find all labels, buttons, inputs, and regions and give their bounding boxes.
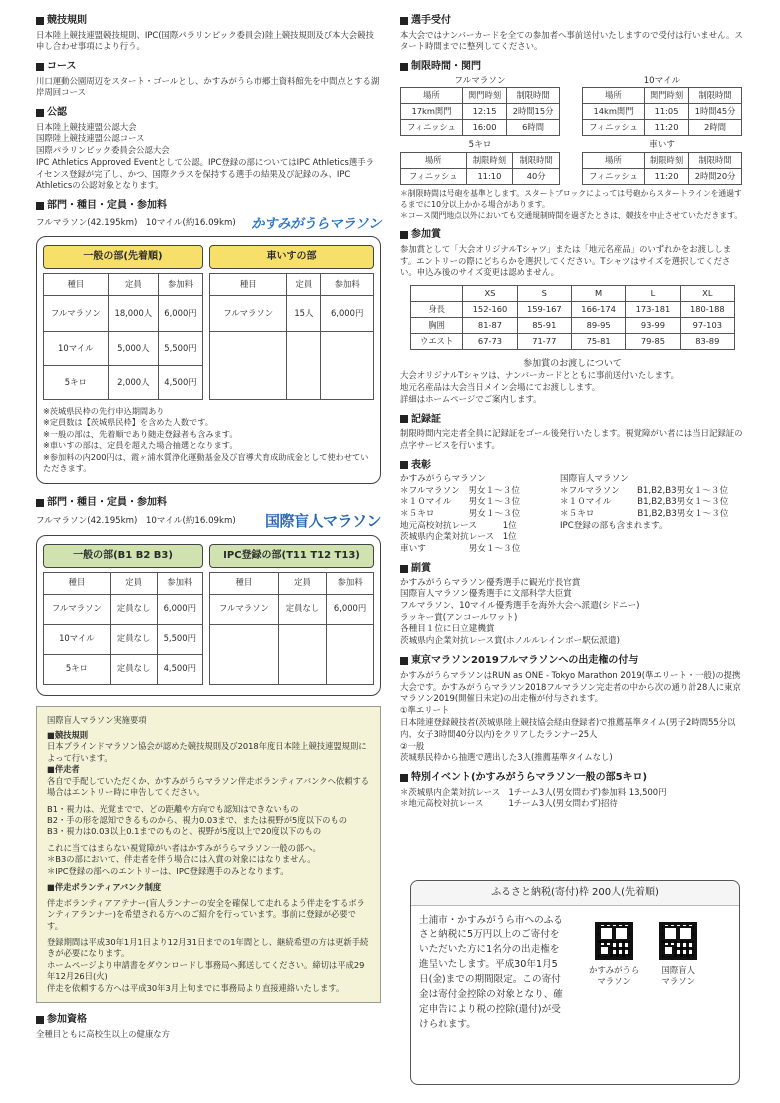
time-limit-heading: 制限時間・関門 [400, 60, 745, 74]
division2-box [36, 535, 381, 696]
furusato-title: ふるさと納税(寄付)枠 200人(先着順) [411, 881, 739, 906]
cert-line: IPC Athletics Approved Eventとして公認。IPC登録の部についてはIPC Athletics選手ライセンス登録が完了し、かつ、国際クラスを保持する選手の結果及び記録のみ、IPC Athleticsの公認対象となります。 [36, 156, 374, 191]
table-row: フルマラソン 定員なし 6,000円 [44, 594, 203, 624]
table-row: フルマラソン 15人 6,000円 [210, 295, 374, 331]
handover-line: 大会オリジナルTシャツは、ナンバーカードとともに事前送付いたします。 [400, 370, 680, 381]
wheelchair-division-table: 種目 定員 参加料 フルマラソン 15人 6,000円 [209, 273, 374, 400]
limit-note: ＊コース関門地点以外においても交通規制時間を過ぎたときは、競技を中止させていただきます。 [400, 210, 743, 220]
square-bullet-icon [36, 63, 44, 71]
square-bullet-icon [36, 202, 44, 210]
tokyo-text: かすみがうらマラソンはRUN as ONE - Tokyo Marathon 2019(準エリート・一般)の提携大会です。かすみがうらマラソン2018フルマラソン完走者の中から次の通り計28人に東京マラソン2019(開催日未定)の出走権が付与されます。 [400, 669, 741, 704]
blind-marathon-logo: 国際盲人マラソン [264, 512, 381, 531]
qr-code-icon[interactable] [595, 922, 633, 960]
qualification-heading: 参加資格 [36, 1013, 381, 1027]
reception-heading: 選手受付 [400, 14, 745, 28]
qr-label-kasumigaura: かすみがうら マラソン [589, 964, 640, 986]
special-event-line: ＊地元高校対抗レース 1チーム3人(男女問わず)招待 [400, 798, 618, 809]
full-limit-table: 場所 関門時刻 制限時間 17km関門 12:15 2時間15分 フィニッシュ 16:00 6時間 [400, 87, 560, 136]
square-bullet-icon [400, 565, 408, 573]
tokyo-item-title: ①準エリート [400, 705, 450, 716]
awards-block: かすみがうらマラソン ＊フルマラソン 男女１～３位 ＊１０マイル 男女１～３位 ＊５キロ 男女１～３位 地元高校対抗レース 1位 茨城県内企業対抗レース 1位 車いす 男女１～３位 国際盲人マラソン ＊フルマラソン B1,B2,B3男女１～３位 ＊１０マイル B1,B2,B3男女１～３位 ＊５キロ B1,B2,B3男女１～３位 IPC登録の部も含まれます。 [400, 474, 729, 554]
qr-label-blind: 国際盲人 マラソン [661, 964, 695, 986]
square-bullet-icon [36, 1016, 44, 1024]
furusato-text: 土浦市・かすみがうら市へのふるさと納税に5万円以上のご寄付をいただいた方に1名分の出走権を進呈いたします。平成30年1月5日(金)までの期間限定。この寄付金は寄付金控除の対象となり、確定申告により税の控除(還付)が受けられます。 [419, 914, 563, 1030]
table-row: ウエスト 67-73 71-77 75-81 79-85 83-89 [411, 334, 735, 350]
handover-line: 詳細はホームページでご案内します。 [400, 393, 542, 404]
ipc-division-label: IPC登録の部(T11 T12 T13) [209, 544, 374, 568]
left-column [36, 14, 381, 1040]
table-row: フィニッシュ 11:20 2時間20分 [583, 168, 742, 184]
course-heading: コース [36, 60, 381, 74]
square-bullet-icon [36, 499, 44, 507]
cert-line: 日本陸上競技連盟公認大会 [36, 121, 137, 132]
10mile-limit-title: 10マイル [643, 75, 681, 86]
participation-prize-text: 参加賞として「大会オリジナルTシャツ」または「地元名産品」のいずれかをお渡しします。エントリーの際にどちらかを選択してください。Tシャツはサイズを選択してください。申込み後のサイズ変更は認めません。 [400, 243, 732, 278]
table-row: XS S M L XL [411, 286, 735, 302]
tokyo-heading: 東京マラソン2019フルマラソンへの出走権の付与 [400, 654, 745, 668]
cert-line: 国際パラリンピック委員会公認大会 [36, 145, 170, 156]
division1-distances: フルマラソン(42.195km) 10マイル(約16.09km) [36, 217, 236, 228]
table-row: フィニッシュ 16:00 6時間 [401, 120, 560, 136]
special-event-heading: 特別イベント(かすみがうらマラソン一般の部5キロ) [400, 771, 745, 785]
table-row: フィニッシュ 11:10 40分 [401, 168, 560, 184]
table-row: 17km関門 12:15 2時間15分 [401, 104, 560, 120]
extra-prize-list: かすみがうらマラソン優秀選手に観光庁長官賞 国際盲人マラソン優秀選手に文部科学大臣賞 フルマラソン、10マイル優秀選手を海外大会へ派遣(シドニー) ラッキー賞(アンコールワット) 各種目１位に日立建機賞 茨城県内企業対抗レース賞(ホノルルレインボー駅伝派遣) [400, 577, 640, 646]
square-bullet-icon [400, 63, 408, 71]
blind-general-table: 種目 定員 参加料 フルマラソン 定員なし 6,000円 10マイル 定員なし 5,500円 5キロ 定員なし 4,500円 [43, 572, 203, 685]
handover-line: 地元名産品は大会当日メイン会場にてお渡しします。 [400, 382, 601, 393]
square-bullet-icon [36, 17, 44, 25]
participation-prize-heading: 参加賞 [400, 228, 745, 242]
table-row: 5キロ 2,000人 4,500円 [44, 365, 203, 399]
table-row: フルマラソン 定員なし 6,000円 [210, 594, 374, 624]
table-row: 身長 152-160 159-167 166-174 173-181 180-188 [411, 302, 735, 318]
cert-heading: 公認 [36, 106, 381, 120]
square-bullet-icon [400, 415, 408, 423]
course-text: 川口運動公園周辺をスタート・ゴールとし、かすみがうら市郷土資料館先を中間点とする湖岸周回コース [36, 75, 380, 98]
5k-limit-title: 5キロ [468, 140, 492, 151]
th-fee: 参加料 [158, 273, 202, 295]
10mile-limit-table: 場所 関門時刻 制限時間 14km関門 11:05 1時間45分 フィニッシュ 11:20 2時間 [582, 87, 742, 136]
special-event-line: ＊茨城県内企業対抗レース 1チーム3人(男女問わず)参加料 13,500円 [400, 786, 667, 797]
table-row: 5キロ 定員なし 4,500円 [44, 654, 203, 684]
blind-general-division-label: 一般の部(B1 B2 B3) [43, 544, 203, 568]
full-limit-title: フルマラソン [454, 75, 506, 86]
tokyo-item-title: ②一般 [400, 740, 425, 751]
general-division-table [43, 273, 203, 400]
table-row: 10マイル 5,000人 5,500円 [44, 331, 203, 365]
square-bullet-icon [400, 461, 408, 469]
rules-heading: 競技規則 [36, 14, 381, 28]
cert-line: 国際陸上競技連盟公認コース [36, 133, 145, 144]
th-cap: 定員 [108, 273, 158, 295]
table-row: フィニッシュ 11:20 2時間 [583, 120, 742, 136]
tokyo-item-text: 日本陸連登録競技者(茨城県陸上競技協会経由登録者)で推薦基準タイム(男子2時間55分以内、女子3時間40分以内)をクリアしたランナー25人 [400, 716, 736, 739]
qualification-text: 全種目ともに高校生以上の健康な方 [36, 1028, 170, 1039]
division2-distances: フルマラソン(42.195km) 10マイル(約16.09km) [36, 515, 236, 526]
wheelchair-division-label: 車いすの部 [209, 245, 374, 269]
right-column [400, 14, 745, 810]
th-event: 種目 [44, 273, 109, 295]
limit-note: ＊制限時間は号砲を基準とします。スタートブロックによっては号砲からスタートラインを通過するまでに10分以上かかる場合があります。 [400, 188, 742, 209]
table-row: フルマラソン 18,000人 6,000円 [44, 295, 203, 331]
awards-heading: 表彰 [400, 459, 745, 473]
division1-heading: 部門・種目・定員・参加料 [36, 199, 381, 213]
square-bullet-icon [400, 657, 408, 665]
furusato-tax-box [410, 880, 740, 1085]
division2-heading: 部門・種目・定員・参加料 [36, 496, 381, 510]
table-row: 10マイル 定員なし 5,500円 [44, 624, 203, 654]
square-bullet-icon [36, 109, 44, 117]
square-bullet-icon [400, 17, 408, 25]
record-text: 制限時間内完走者全員に記録証をゴール後発行いたします。視覚障がい者には当日記録証の点字サービスを行います。 [400, 428, 743, 450]
ipc-division-table: 種目 定員 参加料 フルマラソン 定員なし 6,000円 [209, 572, 374, 685]
division1-box [36, 236, 381, 484]
square-bullet-icon [400, 231, 408, 239]
rules-text: 日本陸上競技連盟競技規則、IPC(国際パラリンピック委員会)陸上競技規則及び本大会競技申し合わせ事項により行う。 [36, 29, 374, 52]
reception-text: 本大会ではナンバーカードを全ての参加者へ事前送付いたしますので受付は行いません。スタート時間までに整列してください。 [400, 29, 743, 52]
tokyo-item-text: 茨城県民枠から抽選で選出した3人(推薦基準タイムなし) [400, 752, 613, 763]
blind-marathon-info-box: 国際盲人マラソン実施要項 ■競技規則 日本ブラインドマラソン協会が認めた競技規則及び2018年度日本陸上競技連盟規則によって行います。 ■伴走者 各自で手配していただくか、かすみがうらマラソン伴走ボランティアバンクへ依頼する場合はエントリー時に申告してください。 B1・視力は、光覚までで、どの距離や方向でも認知はできないもの B2・手の形を認知できるものから、視力0.03まで、または視野が5度以下のもの B3・視力は0.03以上0.1までのものと、視野が5度以上で20度以下のもの これに当てはまらない視覚障がい者はかすみがうらマラソン一般の部へ。 ＊B3の部において、伴走者を伴う場合には入賞の対象にはなりません。 ＊IPC登録の部へのエントリーは、IPC登録選手のみとなります。 ■伴走ボランティアバンク制度 伴走ボランティアアテナー(盲人ランナーの安全を確保して走れるよう伴走をするボランティアランナー)を希望される方へのご紹介を行っています。事前に登録が必要です。 登録期間は平成30年1月1日より12月31日までの1年間とし、継続希望の方は更新手続きが必要になります。 ホームページより申請書をダウンロードし事務局へ郵送してください。締切は平成29年12月26日(火) 伴走を依頼する方へは平成30年3月上旬までに事務局より直接連絡いたします。 [36, 706, 381, 1004]
wheelchair-limit-table: 場所 制限時刻 制限時間 フィニッシュ 11:20 2時間20分 [582, 152, 742, 185]
table-row: 14km関門 11:05 1時間45分 [583, 104, 742, 120]
record-heading: 記録証 [400, 413, 745, 427]
tshirt-size-table [410, 285, 735, 350]
division1-notes: ※茨城県民枠の先行申込期間あり ※定員数は【茨城県民枠】を含めた人数です。 ※一般の部は、先着順であり随走登録者も含みます。 ※車いすの部は、定員を超えた場合抽選となります。 ※参加料の内200円は、霞ヶ浦水質浄化運動基金及び盲導犬育成助成金として使わせていただきます。 [43, 405, 369, 474]
general-division-label: 一般の部(先着順) [43, 245, 203, 269]
info-title: 国際盲人マラソン実施要項 [47, 714, 147, 725]
table-row: 胸囲 81-87 85-91 89-95 93-99 97-103 [411, 318, 735, 334]
kasumigaura-marathon-logo: かすみがうらマラソン [251, 215, 381, 232]
extra-prize-heading: 副賞 [400, 562, 745, 576]
5k-limit-table: 場所 制限時刻 制限時間 フィニッシュ 11:10 40分 [400, 152, 560, 185]
square-bullet-icon [400, 774, 408, 782]
handover-heading: 参加賞のお渡しについて [523, 359, 622, 370]
qr-code-icon[interactable] [659, 922, 697, 960]
wheelchair-limit-title: 車いす [649, 140, 675, 151]
